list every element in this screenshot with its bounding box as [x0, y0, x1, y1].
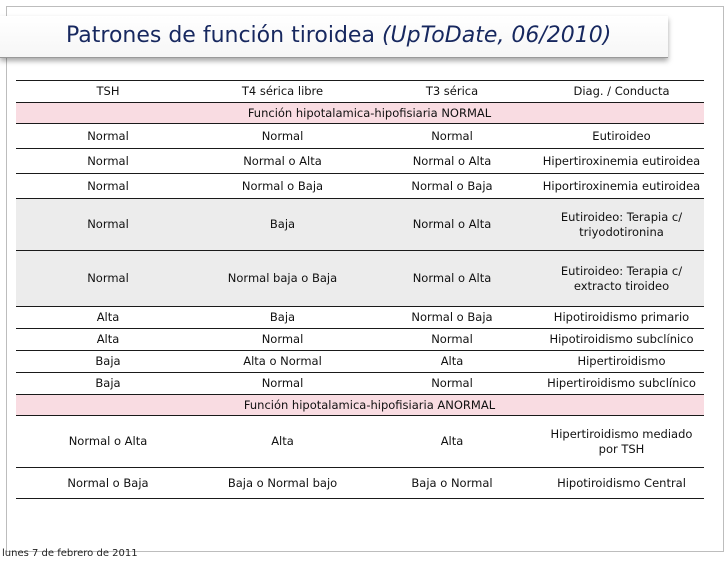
cell-t3: Normal o Baja [365, 174, 539, 199]
cell-tsh: Normal [16, 124, 200, 149]
cell-tsh: Normal [16, 251, 200, 307]
cell-diagnosis: Hipotiroidismo primario [539, 307, 704, 329]
cell-t4: Normal [200, 373, 365, 395]
cell-t3: Baja o Normal [365, 468, 539, 499]
table-header-row [16, 81, 704, 103]
cell-diagnosis: Hipotiroidismo Central [539, 468, 704, 499]
cell-t4: Baja [200, 199, 365, 251]
cell-diagnosis: Hipertiroidismo mediado por TSH [539, 416, 704, 468]
cell-t4: Baja o Normal bajo [200, 468, 365, 499]
section-row-normal [16, 103, 704, 124]
header-tsh: TSH [16, 81, 200, 103]
cell-t3: Alta [365, 351, 539, 373]
cell-tsh: Baja [16, 373, 200, 395]
table-row [16, 251, 704, 307]
table-row [16, 149, 704, 174]
cell-tsh: Alta [16, 329, 200, 351]
cell-diagnosis: Hipertiroidismo [539, 351, 704, 373]
cell-tsh: Normal o Alta [16, 416, 200, 468]
header-t3: T3 sérica [365, 81, 539, 103]
cell-t4: Normal o Alta [200, 149, 365, 174]
cell-diagnosis: Eutiroideo [539, 124, 704, 149]
cell-t3: Normal [365, 373, 539, 395]
cell-diagnosis: Eutiroideo: Terapia c/ triyodotironina [539, 199, 704, 251]
cell-t4: Normal baja o Baja [200, 251, 365, 307]
cell-tsh: Baja [16, 351, 200, 373]
table-row [16, 351, 704, 373]
cell-t4: Normal [200, 329, 365, 351]
footer-date: lunes 7 de febrero de 2011 [2, 548, 138, 559]
cell-t4: Alta [200, 416, 365, 468]
section-normal-label: Función hipotalamica-hipofisiaria NORMAL [200, 103, 539, 124]
cell-t4: Alta o Normal [200, 351, 365, 373]
header-t4: T4 sérica libre [200, 81, 365, 103]
cell-diagnosis: Hipotiroidismo subclínico [539, 329, 704, 351]
cell-diagnosis: Hipertiroidismo subclínico [539, 373, 704, 395]
table-row [16, 373, 704, 395]
cell-tsh: Alta [16, 307, 200, 329]
cell-tsh: Normal [16, 199, 200, 251]
cell-tsh: Normal [16, 149, 200, 174]
title-source: (UpToDate, 06/2010) [381, 23, 612, 48]
cell-t4: Baja [200, 307, 365, 329]
cell-t4: Normal o Baja [200, 174, 365, 199]
cell-t3: Normal o Alta [365, 199, 539, 251]
cell-tsh: Normal [16, 174, 200, 199]
table-row [16, 416, 704, 468]
cell-diagnosis: Eutiroideo: Terapia c/ extracto tiroideo [539, 251, 704, 307]
cell-t3: Normal [365, 124, 539, 149]
table-row [16, 468, 704, 499]
table-row [16, 174, 704, 199]
header-diagnosis: Diag. / Conducta [539, 81, 704, 103]
cell-t4: Normal [200, 124, 365, 149]
cell-diagnosis: Hipertiroxinemia eutiroidea [539, 149, 704, 174]
cell-t3: Alta [365, 416, 539, 468]
table-row [16, 124, 704, 149]
thyroid-pattern-table [16, 80, 704, 499]
table-row [16, 199, 704, 251]
cell-t3: Normal o Baja [365, 307, 539, 329]
table-row [16, 329, 704, 351]
cell-diagnosis: Hiportiroxinemia eutiroidea [539, 174, 704, 199]
table-row [16, 307, 704, 329]
section-abnormal-label: Función hipotalamica-hipofisiaria ANORMAL [200, 395, 539, 416]
slide-title [66, 16, 611, 58]
section-row-abnormal [16, 395, 704, 416]
cell-t3: Normal o Alta [365, 149, 539, 174]
cell-tsh: Normal o Baja [16, 468, 200, 499]
cell-t3: Normal [365, 329, 539, 351]
cell-t3: Normal o Alta [365, 251, 539, 307]
title-main: Patrones de función tiroidea [66, 23, 375, 48]
